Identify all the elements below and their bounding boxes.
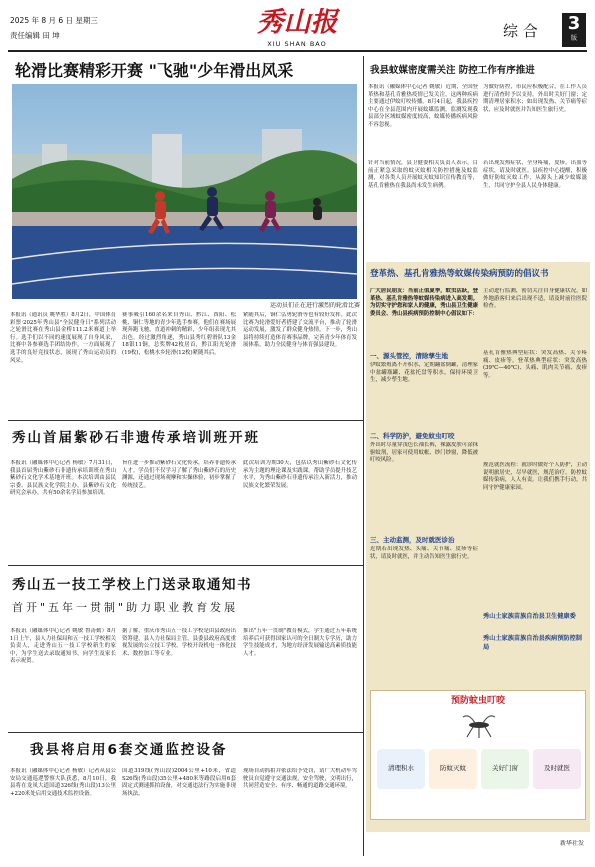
skating-photo-image (12, 84, 357, 299)
section-rule (8, 420, 363, 421)
vertical-divider (363, 56, 364, 856)
article-column-2: 据了解，重庆市秀山五一技工学校是由县政府出资筹建，县人力社保局主管，县委县政府高度重视发展的公立技工学校。学校开设机电一体化技术、数控加工等专业。 (122, 628, 236, 657)
proposal-paragraph-4: 主动进行监测，密切关注自身健康状况。如外地游客归来后出现不适，请及时前往医院检查。 (483, 288, 587, 310)
article-headline: 秀山五一技工学校上门送录取通知书 (12, 577, 252, 593)
article-column-3: 推出"五年一贯制"教育模式，学生通过五年系统培养后可获得国家认可的全日制大专学历，助力学生技能成才，为地方经济发展输送高素质技能人才。 (243, 628, 357, 657)
article-column-1: 本报讯（融媒体中心记者 姚敏）近期，全国登革热和基孔肯雅热疫情已发关注，这两种疾病主要通过伊蚊叮咬传播。8月4日起，我县疾控中心在全县范围内开展蚊媒监测，监测发现我县部分区域蚊媒密度较高，蚊媒传播疾病风险不容忽视。 (368, 84, 478, 128)
article-column-2: 赛事吸引160余名来自秀山、黔江、酉阳、松桃、铜仁等地的青少年选手参赛，他们在赛场展现奔跑飞驰，直道冲刺的精彩，少年组表现尤其出色。经过激烈角逐，秀山县秀红碧滑队13金18银11铜，总奖牌42枚居首，黔江阳光轮滑(19枚)，松桃水乡轮滑(12枚)紧随其后。 (122, 312, 236, 356)
article-column-2: 针对当前情况，县卫健委相关负责人表示，目前正紧急采取的蚊灭蚊相关防控措施及蚊监测，对各类人员开展蚊灭蚊知识宣传教育等，基孔肯雅热在我县尚未发生病例。 (368, 160, 478, 189)
poster-tip-label: 防蚊灭蚊 (440, 764, 466, 772)
proposal-paragraph-3: 近期若出现发热、头痛、关节痛、皮疹等症状，请及时就医，并主动告知医生旅行史。 (370, 546, 478, 560)
article-headline: 轮滑比赛精彩开赛 "飞驰"少年滑出风采 (15, 61, 294, 80)
page-number-badge (562, 13, 586, 47)
poster-title: 预防蚊虫叮咬 (450, 696, 505, 706)
article-headline: 我县蚊媒密度需关注 防控工作有序推进 (370, 65, 535, 76)
poster-credit: 新华社发 (559, 840, 584, 847)
article-column-1: 本报讯（融媒体中心记者 姚敏 鲁涛勤）8月1日上午，县人力社保局和五一技工学校相关负责人，走进秀山五一技工学校新生的家中，为学生送去录取通知书，向学生及家长表示祝贺。 (10, 628, 116, 665)
article-column-1: 本报讯（融媒体中心记者 杨敏）记者从县公安局交通巡逻警察大队获悉，8月10日，我县将在龙凤大道国道326线(秀山段)13公里+220米处启用交通技术监控设备。 (10, 768, 116, 797)
proposal-paragraph-6: 规范就医流程：就诊时做好个人防护，主动说明旅居史，尽早就医，规范治疗。防控蚊媒传染病，人人有责。让我们携手行动，共同守护健康家园。 (483, 462, 587, 491)
poster-tip-3 (481, 749, 529, 789)
photo-caption: 运动员们正在进行激烈的轮滑比赛 (269, 302, 360, 309)
proposal-paragraph-2: 外出时尽量穿浅色长袖长裤，裸露皮肤可涂抹驱蚊剂，居家可使用蚊帐、纱门纱窗，降低被叮咬风险。 (370, 442, 478, 464)
header-rule (8, 50, 587, 52)
poster-tip-label: 及时就医 (544, 764, 570, 772)
poster-tip-2 (429, 749, 477, 789)
mosquito-icon (459, 711, 499, 739)
skating-photo (12, 84, 357, 299)
issue-date: 2025 年 8 月 6 日 星期三 (10, 16, 98, 25)
article-column-2: 国道319线(秀山段)2004公里+10米，省道S26线(秀山段)35公里+480米等路段启用6套固定式测速抓拍设备，对交通违法行为实施非现场执法。 (122, 768, 236, 797)
section-rule (8, 732, 363, 733)
mosquito-poster (370, 690, 586, 820)
proposal-heading-1: 一、源头管控，清除孳生地 (370, 352, 448, 360)
article-column-3: 紧随其后，铜仁弘勇轮滑等也有较好发挥。此次比赛为轮滑爱好者搭建了交流平台，推动了轮滑运动发展，激发了群众健身热情。下一步，秀山县将持续打造体育赛事品牌，完善青少年体育发展体系，助力全民健身与体育强县建设。 (243, 312, 357, 349)
logo-pinyin: XIU SHAN BAO (267, 40, 327, 48)
poster-tip-1 (377, 749, 425, 789)
article-subheadline: 首开"五年一贯制"助力职业教育发展 (12, 601, 239, 614)
article-column-1: 本报讯（融媒体中心记者 杨敏）7月31日，我县首届秀山紫砂石非遗传承培训班在秀山紫砂石文化学术基地开班。本次培训由县民宗委、县民族文化学院主办，县紫砂石文化研究会承办，共有50余名学员参加培训。 (10, 460, 116, 497)
article-headline: 秀山首届紫砂石非遗传承培训班开班 (12, 430, 260, 446)
article-column-3: 此次培训为期30天，包括以秀山紫砂石文化传承为主题的理论课及实践课，帮助学员提升技艺水平，为秀山紫砂石非遗传承注入新活力，推动民族文化繁荣发展。 (243, 460, 357, 489)
proposal-heading-3: 三、主动监测，及时就医诊治 (370, 536, 455, 544)
newspaper-logo: 秀山报 (256, 7, 338, 38)
editor-credit: 责任编辑 田 坤 (10, 31, 60, 40)
proposal-heading-2: 二、科学防护，避免蚊虫叮咬 (370, 432, 455, 440)
article-column-3: 现场自动抓拍并依法给予处罚，请广大机动车驾驶员自觉遵守交通法规，安全驾驶，文明出行，共同营造安全、有序、畅通的道路交通环境。 (243, 768, 357, 790)
poster-tip-label: 清理积水 (388, 764, 414, 772)
section-name: 综 合 (503, 22, 538, 40)
proposal-signature-2: 秀山土家族苗族自治县疾病预防控制局 (483, 635, 582, 651)
poster-tip-label: 关好门窗 (492, 764, 518, 772)
proposal-signature-1: 秀山土家族苗族自治县卫生健康委 (483, 613, 576, 620)
article-column-2: 旨在进一步推动紫砂石文化传承，培养非遗传承人才。学员们不仅学习了解了秀山紫砂石的历史渊源，还通过现场观摩和实操体验，初步掌握了传统技艺。 (122, 460, 236, 489)
section-rule (8, 565, 363, 566)
article-column-1: 本报讯（通讯员 姚华胜）8月2日，中国体育彩票·2025年秀山县"全民健身日"系列活动之轮滑比赛在秀山县金桥111.2米赛道上举行。选手们以不同的速度展现了自身风采，比赛中各参赛选手团结协作，一方面展现了选手的良好竞技状态，展现了秀山运动员的风采。 (10, 312, 116, 364)
article-column-4: 若出现发热症状，全身疼痛，皮疹，出血等症状，请及时就医。县疾控中心提醒，积极做好防蚊灭蚊工作，从源头上减少蚊媒滋生，共同守护全县人民身体健康。 (483, 160, 587, 189)
proposal-intro: 广大居民朋友：当前正值夏季，蚊虫活跃，登革热、基孔肯雅热等蚊媒传染病进入高发期。为切实守护您和家人的健康，秀山县卫生健康委员会、秀山县疾病预防控制中心倡议如下： (370, 288, 478, 317)
page-number: 3 (567, 13, 581, 34)
proposal-paragraph-5: 基孔肯雅热典型症状：突发高热、关节疼痛、皮疹等。登革热典型症状：突发高热(39℃—40℃)、头痛、肌肉关节痛、皮疹等。 (483, 350, 587, 379)
page-unit: 版 (570, 35, 577, 42)
article-headline: 登革热、基孔肯雅热等蚊媒传染病预防的倡议书 (370, 269, 549, 279)
proposal-paragraph-1: 伊蚊繁殖离不开积水，定期翻盆倒罐，清理家中盆罐瓶罐、花盆托盘等积水，保持环境卫生，减少孳生地。 (370, 362, 478, 384)
article-headline: 我县将启用6套交通监控设备 (30, 742, 228, 758)
article-column-3: 为做好防控，市民应积极配合，在工作人员进行清查时予以支持。外出时关好门窗；定期清理居家积水；如出现发热、关节痛等症状，应及时就医并告知医生旅行史。 (483, 84, 587, 113)
poster-tip-4 (533, 749, 581, 789)
